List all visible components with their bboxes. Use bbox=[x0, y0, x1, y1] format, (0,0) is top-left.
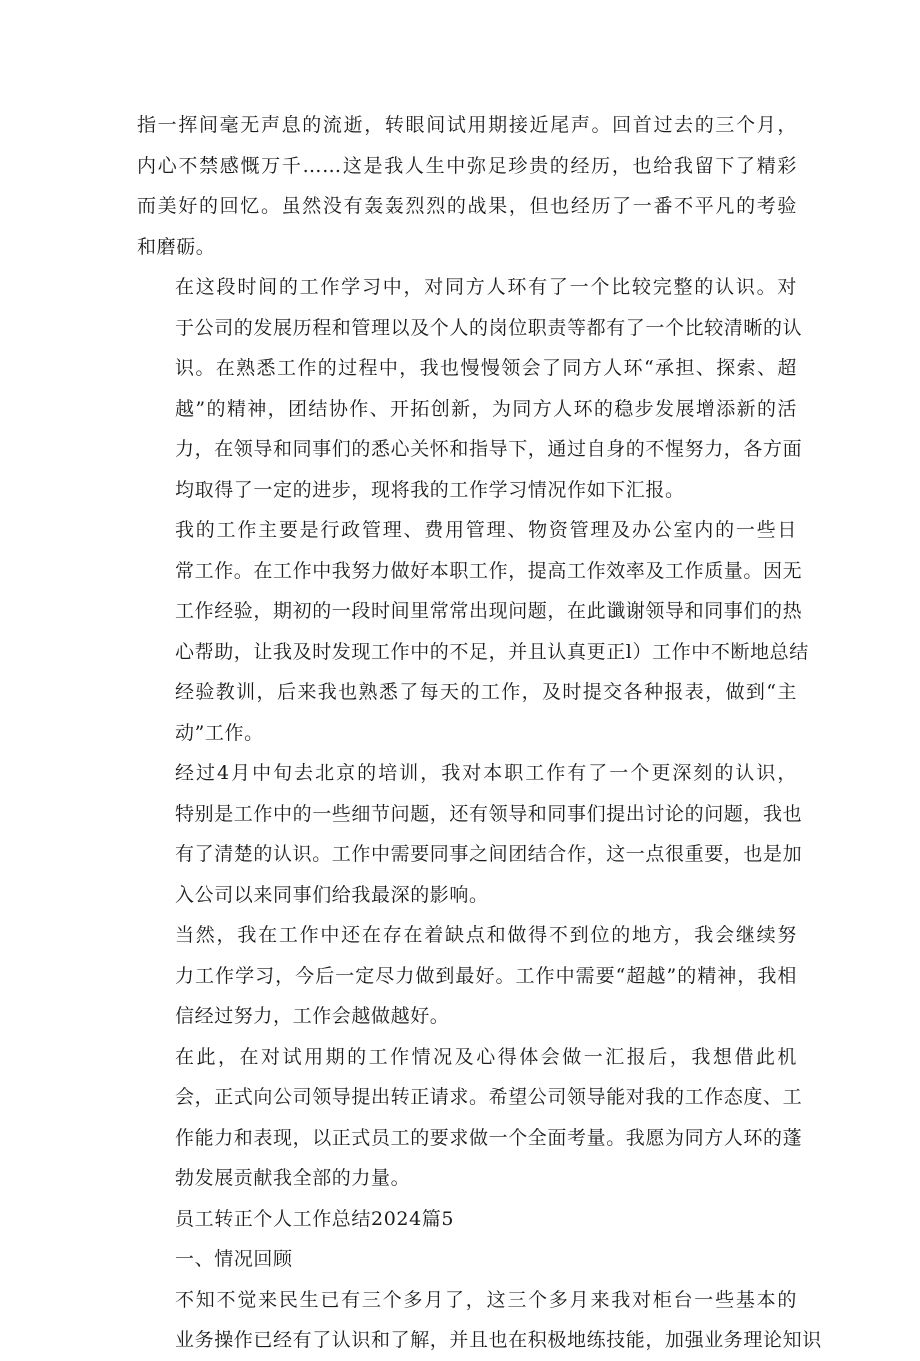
text-line: 员工转正个人工作总结2024篇5 bbox=[175, 1207, 455, 1230]
text-line: 均取得了一定的进步，现将我的工作学习情况作如下汇报。 bbox=[175, 478, 685, 501]
text-line: 入公司以来同事们给我最深的影响。 bbox=[175, 883, 489, 906]
text-line: 动”工作。 bbox=[175, 721, 264, 744]
text-line: 信经过努力，工作会越做越好。 bbox=[175, 1005, 450, 1027]
text-line: 工作经验，期初的一段时间里常常出现问题，在此谶谢领导和同事们的热 bbox=[175, 600, 803, 622]
text-line: 内心不禁感慨万千……这是我人生中弥足珍贵的经历，也给我留下了精彩 bbox=[137, 154, 797, 177]
text-line: 在此，在对试用期的工作情况及心得体会做一汇报后，我想借此机 bbox=[175, 1045, 797, 1068]
text-line: 当然，我在工作中还在存在着缺点和做得不到位的地方，我会继续努 bbox=[175, 924, 797, 946]
text-line: 不知不觉来民生已有三个多月了，这三个多月来我对柜台一些基本的 bbox=[175, 1288, 797, 1311]
text-line: 业务操作已经有了认识和了解，并且也在积极地练技能，加强业务理论知识 bbox=[175, 1329, 822, 1351]
text-line: 常工作。在工作中我努力做好本职工作，提高工作效率及工作质量。因无 bbox=[175, 559, 803, 582]
text-line: 力工作学习，今后一定尽力做到最好。工作中需要“超越”的精神，我相 bbox=[175, 964, 797, 987]
text-line: 会，正式向公司领导提出转正请求。希望公司领导能对我的工作态度、工 bbox=[175, 1086, 803, 1108]
paragraph bbox=[137, 510, 809, 753]
paragraph bbox=[137, 267, 803, 510]
text-line: 在这段时间的工作学习中，对同方人环有了一个比较完整的认识。对 bbox=[175, 276, 797, 298]
text-line: 一、情况回顾 bbox=[175, 1248, 293, 1270]
paragraph bbox=[137, 1199, 797, 1240]
paragraph bbox=[137, 105, 797, 267]
text-line: 指一挥间毫无声息的流逝，转眼间试用期接近尾声。回首过去的三个月， bbox=[137, 114, 797, 136]
text-line: 勃发展贡献我全部的力量。 bbox=[175, 1167, 411, 1189]
text-line: 作能力和表现，以正式员工的要求做一个全面考量。我愿为同方人环的蓬 bbox=[175, 1126, 803, 1149]
paragraph bbox=[137, 1280, 822, 1361]
text-line: 有了清楚的认识。工作中需要同事之间团结合作，这一点很重要，也是加 bbox=[175, 843, 803, 865]
text-line: 经过4月中旬去北京的培训，我对本职工作有了一个更深刻的认识， bbox=[175, 762, 797, 784]
text-line: 和磨砺。 bbox=[137, 235, 216, 258]
text-line: 我的工作主要是行政管理、费用管理、物资管理及办公室内的一些日 bbox=[175, 519, 797, 541]
paragraph bbox=[137, 1239, 797, 1280]
text-line: 心帮助，让我及时发现工作中的不足，并且认真更正l）工作中不断地总结 bbox=[175, 640, 809, 663]
paragraph bbox=[137, 915, 797, 1037]
text-line: 特别是工作中的一些细节问题，还有领导和同事们提出讨论的问题，我也 bbox=[175, 802, 803, 825]
text-line: 于公司的发展历程和管理以及个人的岗位职责等都有了一个比较清晰的认 bbox=[175, 316, 803, 339]
paragraph bbox=[137, 1037, 803, 1199]
text-line: 力，在领导和同事们的悉心关怀和指导下，通过自身的不惺努力，各方面 bbox=[175, 438, 803, 460]
text-line: 而美好的回忆。虽然没有轰轰烈烈的战果，但也经历了一番不平凡的考验 bbox=[137, 195, 797, 217]
text-line: 经验教训，后来我也熟悉了每天的工作，及时提交各种报表，做到“主 bbox=[175, 681, 797, 703]
text-line: 识。在熟悉工作的过程中，我也慢慢领会了同方人环“承担、探索、超 bbox=[175, 357, 797, 379]
document-body bbox=[137, 105, 822, 1361]
paragraph bbox=[137, 753, 803, 915]
text-line: 越”的精神，团结协作、开拓创新，为同方人环的稳步发展增添新的活 bbox=[175, 397, 797, 420]
